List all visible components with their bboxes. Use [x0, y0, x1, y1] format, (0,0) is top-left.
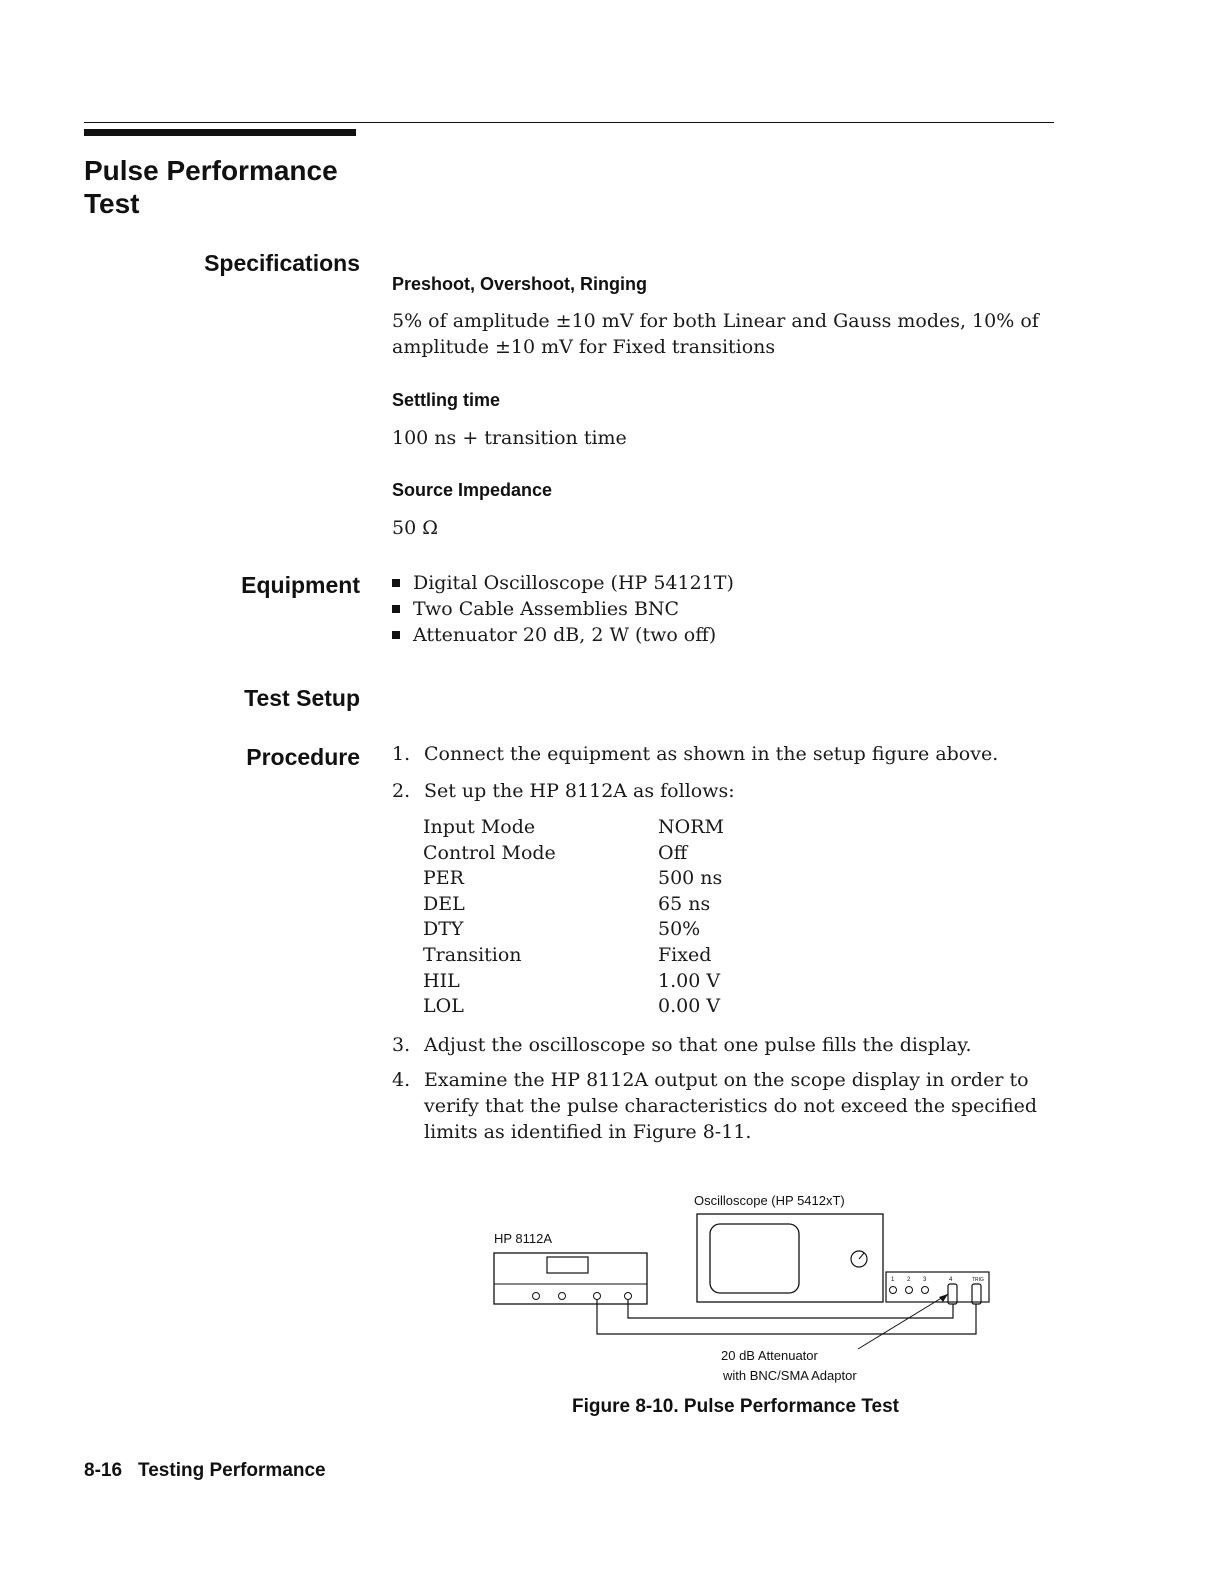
header-rule-thin	[84, 122, 1054, 123]
channel-3-label: 3	[923, 1277, 927, 1283]
list-item: Two Cable Assemblies BNC	[392, 596, 734, 622]
procedure-step-3: 3. Adjust the oscilloscope so that one pulse fills the display.	[392, 1034, 972, 1056]
bullet-icon	[392, 631, 400, 639]
trig-label: TRIG	[972, 1277, 984, 1283]
preshoot-text	[392, 308, 1052, 360]
equipment-list	[392, 570, 734, 648]
section-title-line1: Pulse Performance	[84, 155, 338, 186]
attenuator-label-line1: 20 dB Attenuator	[721, 1348, 818, 1363]
bullet-icon	[392, 579, 400, 587]
pulse-generator-icon	[494, 1253, 647, 1304]
bullet-icon	[392, 605, 400, 613]
figure-caption: Figure 8-10. Pulse Performance Test	[572, 1396, 899, 1417]
equipment-heading: Equipment	[241, 572, 360, 598]
impedance-text: 50 Ω	[392, 517, 438, 539]
procedure-heading: Procedure	[246, 744, 360, 770]
header-rule-thick	[84, 129, 356, 136]
preshoot-text-line1: 5% of amplitude ±10 mV for both Linear and Gauss modes, 10% of	[392, 310, 1039, 332]
page-footer	[84, 1460, 326, 1482]
setup-diagram	[480, 1186, 1000, 1386]
channel-4-label: 4	[949, 1277, 953, 1283]
section-title-line2: Test	[84, 188, 140, 219]
procedure-step-1: 1. Connect the equipment as shown in the setup figure above.	[392, 743, 999, 765]
list-item: Attenuator 20 dB, 2 W (two off)	[392, 622, 734, 648]
procedure-step-4: 4. Examine the HP 8112A output on the scope display in order to verify that the pulse characteristics do not exceed the specified limits as identified in Figure 8-11.	[392, 1069, 1038, 1143]
attenuator-label-line2: with BNC/SMA Adaptor	[723, 1368, 857, 1383]
settings-row: Input Mode NORM	[423, 816, 724, 838]
settings-row: LOL 0.00 V	[423, 995, 721, 1018]
cable-icon	[597, 1300, 976, 1334]
page-number: 8-16	[84, 1460, 123, 1481]
generator-label: HP 8112A	[494, 1231, 553, 1246]
preshoot-heading: Preshoot, Overshoot, Ringing	[392, 274, 648, 294]
list-item: Digital Oscilloscope (HP 54121T)	[392, 570, 734, 596]
settings-row: PER 500 ns	[423, 867, 723, 890]
arrow-icon	[939, 1294, 948, 1302]
settings-row: Transition Fixed	[423, 943, 712, 966]
specifications-heading: Specifications	[204, 250, 360, 276]
section-title	[84, 154, 404, 220]
preshoot-text-line2: amplitude ±10 mV for Fixed transitions	[392, 336, 776, 358]
settings-table	[423, 815, 724, 1020]
oscilloscope-icon	[697, 1214, 883, 1302]
procedure-step-2: 2. Set up the HP 8112A as follows:	[392, 780, 735, 802]
settings-row: DTY 50%	[423, 918, 701, 941]
settling-heading: Settling time	[392, 390, 501, 410]
channel-2-label: 2	[907, 1277, 911, 1283]
chapter-title: Testing Performance	[138, 1460, 326, 1481]
settling-text: 100 ns + transition time	[392, 427, 627, 449]
test-setup-heading: Test Setup	[244, 685, 360, 711]
settings-row: Control Mode Off	[423, 841, 688, 864]
settings-row: DEL 65 ns	[423, 892, 711, 915]
channel-1-label: 1	[891, 1277, 895, 1283]
settings-row: HIL 1.00 V	[423, 969, 721, 992]
scope-label: Oscilloscope (HP 5412xT)	[694, 1193, 845, 1208]
channel-module-icon	[886, 1272, 989, 1304]
impedance-heading: Source Impedance	[392, 480, 553, 500]
